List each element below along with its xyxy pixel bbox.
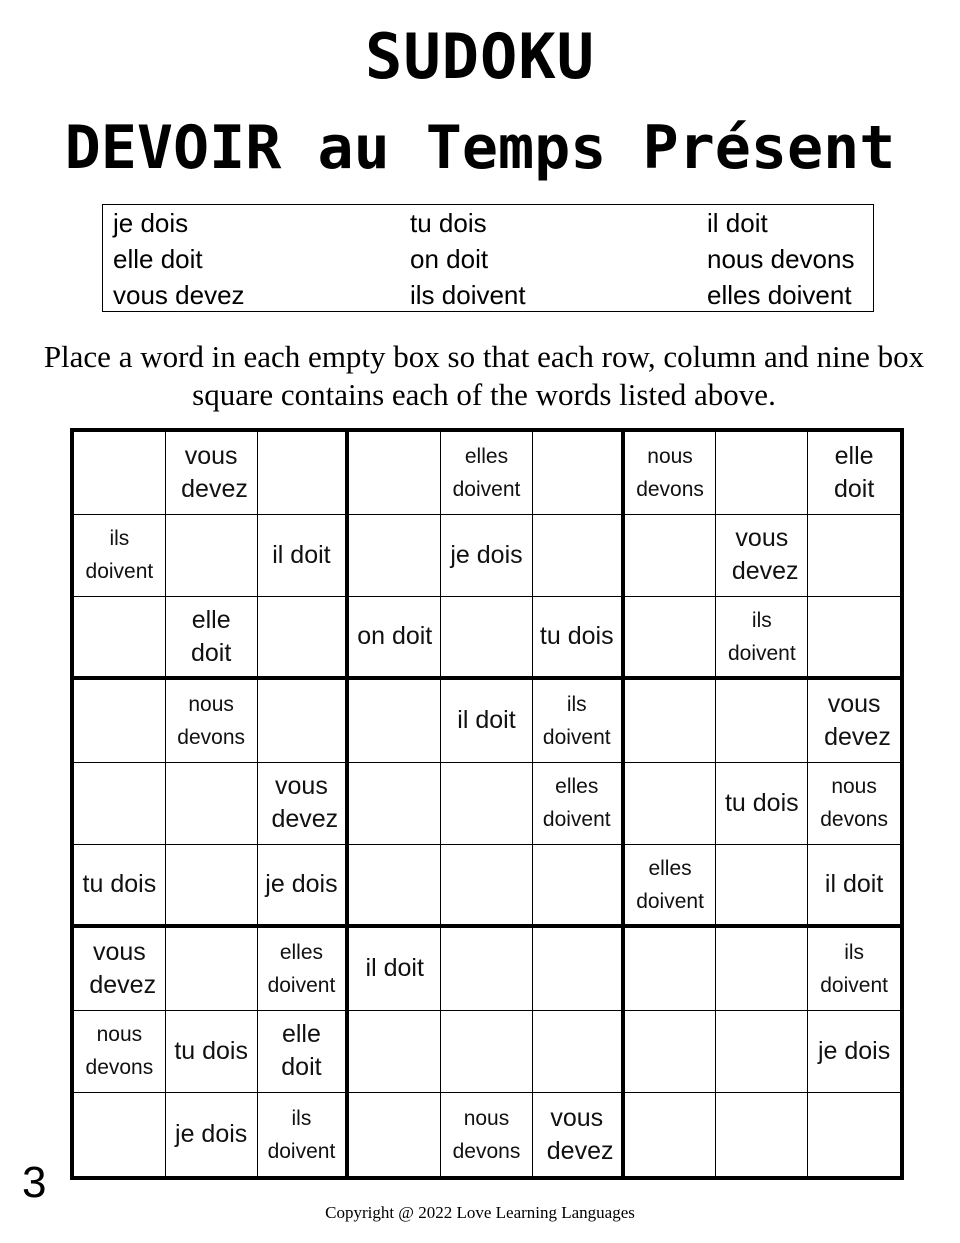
sudoku-cell-empty[interactable]: [349, 680, 441, 763]
sudoku-cell-given: [716, 597, 808, 680]
sudoku-cell-empty[interactable]: [625, 515, 717, 598]
sudoku-cell-given: [258, 515, 350, 598]
cell-word: vous devez: [824, 689, 891, 751]
cell-word: il doit: [272, 540, 331, 569]
sudoku-cell-empty[interactable]: [74, 597, 166, 680]
sudoku-cell-given: [166, 432, 258, 515]
sudoku-cell-empty[interactable]: [74, 680, 166, 763]
sudoku-cell-empty[interactable]: [258, 432, 350, 515]
sudoku-cell-given: [258, 1011, 350, 1094]
sudoku-cell-empty[interactable]: [166, 845, 258, 928]
sudoku-cell-given: [808, 680, 900, 763]
page-title: SUDOKU: [365, 20, 595, 93]
sudoku-cell-empty[interactable]: [625, 1011, 717, 1094]
sudoku-cell-given: [533, 597, 625, 680]
sudoku-cell-empty[interactable]: [808, 597, 900, 680]
sudoku-cell-given: [533, 680, 625, 763]
cell-word: vous devez: [181, 441, 248, 503]
sudoku-cell-empty[interactable]: [166, 515, 258, 598]
sudoku-cell-empty[interactable]: [716, 1093, 808, 1176]
sudoku-cell-empty[interactable]: [533, 845, 625, 928]
sudoku-cell-given: [808, 845, 900, 928]
sudoku-cell-given: [74, 1011, 166, 1094]
sudoku-cell-empty[interactable]: [349, 432, 441, 515]
sudoku-cell-given: [808, 432, 900, 515]
cell-word: il doit: [457, 706, 516, 735]
word-bank: [102, 204, 874, 312]
cell-word: elle doit: [833, 441, 875, 503]
cell-word: je dois: [817, 1036, 891, 1065]
sudoku-cell-given: [441, 515, 533, 598]
sudoku-cell-given: [441, 1093, 533, 1176]
sudoku-cell-given: [441, 432, 533, 515]
cell-word: ils doivent: [727, 608, 796, 665]
sudoku-cell-empty[interactable]: [533, 928, 625, 1011]
sudoku-cell-given: [533, 763, 625, 846]
sudoku-cell-empty[interactable]: [716, 432, 808, 515]
sudoku-cell-given: [258, 1093, 350, 1176]
copyright-notice: Copyright @ 2022 Love Learning Languages: [325, 1203, 635, 1222]
sudoku-cell-empty[interactable]: [166, 928, 258, 1011]
sudoku-cell-empty[interactable]: [258, 597, 350, 680]
sudoku-cell-empty[interactable]: [625, 680, 717, 763]
sudoku-cell-empty[interactable]: [716, 928, 808, 1011]
sudoku-cell-empty[interactable]: [441, 1011, 533, 1094]
sudoku-cell-given: [166, 1011, 258, 1094]
cell-word: vous devez: [89, 937, 157, 999]
sudoku-cell-empty[interactable]: [808, 1093, 900, 1176]
sudoku-cell-empty[interactable]: [349, 763, 441, 846]
sudoku-cell-empty[interactable]: [533, 432, 625, 515]
sudoku-cell-given: [808, 928, 900, 1011]
word-bank-item: on doit: [410, 244, 489, 274]
sudoku-cell-given: [716, 763, 808, 846]
cell-word: vous devez: [546, 1103, 614, 1165]
sudoku-cell-given: [258, 928, 350, 1011]
cell-word: nous devons: [452, 1106, 521, 1163]
sudoku-cell-given: [166, 597, 258, 680]
word-bank-item: ils doivent: [410, 280, 526, 310]
word-bank-item: elle doit: [113, 244, 203, 274]
cell-word: elle doit: [281, 1020, 322, 1082]
sudoku-cell-given: [808, 1011, 900, 1094]
cell-word: il doit: [365, 954, 424, 983]
sudoku-grid: [70, 428, 904, 1180]
sudoku-cell-given: [716, 515, 808, 598]
sudoku-cell-given: [625, 432, 717, 515]
word-bank-item: tu dois: [410, 208, 487, 238]
cell-word: je dois: [175, 1120, 248, 1149]
sudoku-cell-empty[interactable]: [625, 597, 717, 680]
sudoku-cell-empty[interactable]: [349, 1093, 441, 1176]
word-bank-item: vous devez: [113, 280, 245, 310]
page-subtitle: DEVOIR au Temps Présent: [64, 113, 896, 183]
cell-word: nous devons: [820, 775, 888, 832]
sudoku-cell-empty[interactable]: [716, 680, 808, 763]
sudoku-cell-empty[interactable]: [808, 515, 900, 598]
cell-word: elles doivent: [636, 856, 704, 913]
sudoku-cell-empty[interactable]: [625, 763, 717, 846]
cell-word: tu dois: [174, 1036, 248, 1065]
sudoku-cell-given: [74, 845, 166, 928]
sudoku-cell-given: [441, 680, 533, 763]
sudoku-cell-empty[interactable]: [533, 515, 625, 598]
sudoku-cell-empty[interactable]: [74, 763, 166, 846]
cell-word: ils doivent: [542, 692, 611, 749]
page-number: 3: [22, 1158, 47, 1207]
word-bank-item: je dois: [113, 208, 189, 238]
sudoku-cell-given: [166, 680, 258, 763]
sudoku-cell-given: [349, 928, 441, 1011]
sudoku-cell-given: [74, 515, 166, 598]
cell-word: je dois: [265, 870, 338, 899]
cell-word: nous devons: [85, 1023, 154, 1080]
sudoku-cell-empty[interactable]: [74, 432, 166, 515]
sudoku-cell-given: [258, 763, 350, 846]
sudoku-cell-empty[interactable]: [716, 1011, 808, 1094]
sudoku-cell-given: [74, 928, 166, 1011]
sudoku-cell-empty[interactable]: [716, 845, 808, 928]
cell-word: tu dois: [82, 870, 157, 899]
cell-word: vous devez: [271, 772, 339, 834]
word-bank-item: elles doivent: [707, 280, 852, 310]
cell-word: elles doivent: [267, 940, 336, 997]
sudoku-cell-empty[interactable]: [166, 763, 258, 846]
cell-word: nous devons: [636, 444, 704, 501]
cell-word: tu dois: [724, 788, 799, 817]
sudoku-cell-given: [808, 763, 900, 846]
sudoku-cell-empty[interactable]: [441, 597, 533, 680]
sudoku-cell-given: [166, 1093, 258, 1176]
word-bank-item: il doit: [707, 208, 768, 238]
instructions: Place a word in each empty box so that each row, column and nine box square contains each of the words listed above.: [43, 339, 925, 412]
sudoku-cell-given: [258, 845, 350, 928]
sudoku-cell-given: [349, 597, 441, 680]
sudoku-cell-empty[interactable]: [349, 845, 441, 928]
sudoku-cell-empty[interactable]: [625, 1093, 717, 1176]
sudoku-cell-empty[interactable]: [349, 1011, 441, 1094]
cell-word: elles doivent: [542, 775, 611, 832]
sudoku-cell-empty[interactable]: [74, 1093, 166, 1176]
sudoku-cell-empty[interactable]: [441, 845, 533, 928]
cell-word: elle doit: [191, 605, 232, 667]
cell-word: tu dois: [539, 622, 614, 651]
sudoku-cell-empty[interactable]: [625, 928, 717, 1011]
sudoku-cell-empty[interactable]: [441, 763, 533, 846]
cell-word: ils doivent: [267, 1106, 336, 1163]
cell-word: on doit: [357, 622, 433, 651]
cell-word: ils doivent: [85, 527, 154, 584]
sudoku-cell-empty[interactable]: [258, 680, 350, 763]
cell-word: nous devons: [177, 692, 246, 749]
cell-word: il doit: [824, 870, 884, 899]
cell-word: je dois: [450, 540, 523, 569]
sudoku-cell-given: [625, 845, 717, 928]
sudoku-cell-given: [533, 1093, 625, 1176]
word-bank-item: nous devons: [707, 244, 855, 274]
cell-word: elles doivent: [452, 444, 521, 501]
sudoku-cell-empty[interactable]: [349, 515, 441, 598]
sudoku-cell-empty[interactable]: [441, 928, 533, 1011]
cell-word: ils doivent: [820, 940, 888, 997]
cell-word: vous devez: [731, 524, 799, 586]
sudoku-cell-empty[interactable]: [533, 1011, 625, 1094]
